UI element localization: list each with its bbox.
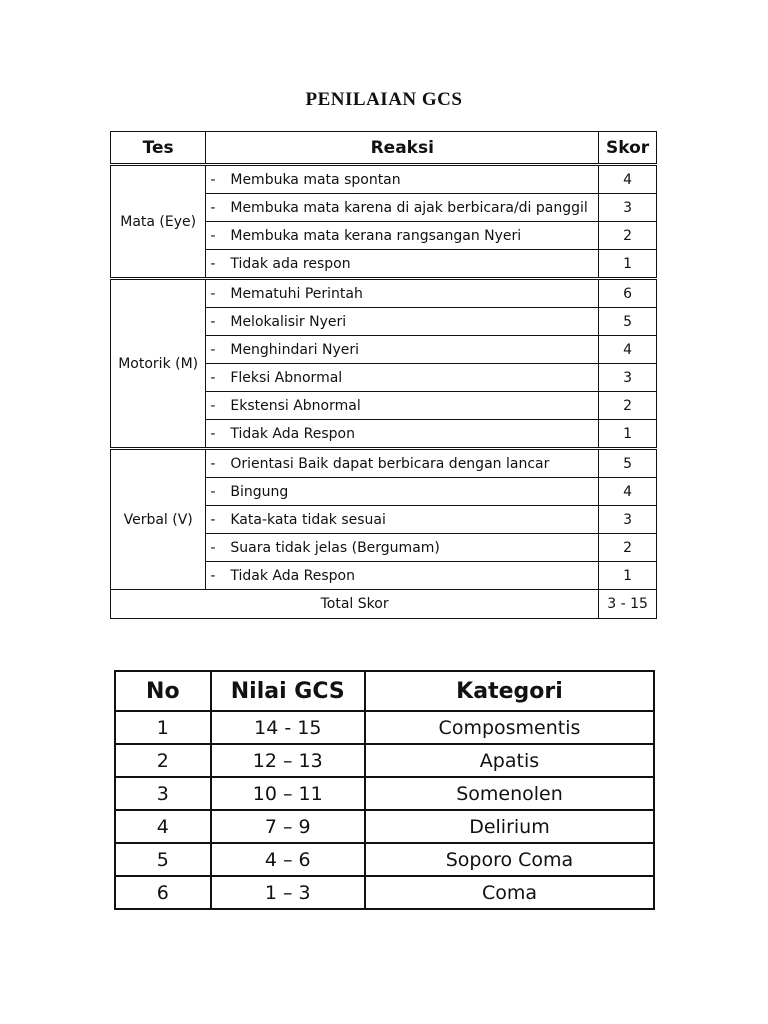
gcs-header-row [111,132,657,165]
table-row [111,165,657,194]
reaction-text: Fleksi Abnormal [230,369,343,386]
score-cell: 2 [599,222,657,250]
reaction-text: Orientasi Baik dapat berbicara dengan lancar [230,455,550,472]
header-no: No [115,671,211,711]
reaction-text: Bingung [230,483,289,500]
bullet-dash: - [210,369,216,386]
reaction-text: Tidak Ada Respon [230,425,355,442]
gcs-range: 10 – 11 [211,777,365,810]
score-cell: 1 [599,562,657,590]
row-number: 6 [115,876,211,909]
score-cell: 3 [599,364,657,392]
bullet-dash: - [210,171,216,188]
row-number: 3 [115,777,211,810]
category-name: Soporo Coma [365,843,654,876]
category-table-body [115,711,654,909]
total-row [111,590,657,619]
table-row [111,279,657,308]
score-cell: 2 [599,392,657,420]
bullet-dash: - [210,199,216,216]
score-cell: 5 [599,308,657,336]
category-name: Apatis [365,744,654,777]
reaction-text: Melokalisir Nyeri [230,313,347,330]
header-category: Kategori [365,671,654,711]
row-number: 4 [115,810,211,843]
gcs-range: 14 - 15 [211,711,365,744]
bullet-dash: - [210,567,216,584]
gcs-range: 4 – 6 [211,843,365,876]
reaction-cell [206,534,599,562]
score-cell: 1 [599,420,657,449]
bullet-dash: - [210,313,216,330]
reaction-text: Tidak ada respon [230,255,351,272]
reaction-text: Suara tidak jelas (Bergumam) [230,539,440,556]
score-cell: 2 [599,534,657,562]
reaction-cell [206,449,599,478]
test-category: Mata (Eye) [111,165,206,279]
score-cell: 4 [599,165,657,194]
category-header-row [115,671,654,711]
reaction-text: Menghindari Nyeri [230,341,360,358]
row-number: 2 [115,744,211,777]
bullet-dash: - [210,341,216,358]
score-cell: 4 [599,478,657,506]
table-row [115,876,654,909]
table-row [115,744,654,777]
category-name: Coma [365,876,654,909]
reaction-cell [206,336,599,364]
gcs-range: 1 – 3 [211,876,365,909]
bullet-dash: - [210,397,216,414]
category-name: Composmentis [365,711,654,744]
category-name: Somenolen [365,777,654,810]
gcs-range: 7 – 9 [211,810,365,843]
table-row [115,810,654,843]
test-category: Motorik (M) [111,279,206,449]
gcs-table-body [111,165,657,590]
bullet-dash: - [210,539,216,556]
table-row [115,711,654,744]
reaction-cell [206,308,599,336]
test-category: Verbal (V) [111,449,206,590]
reaction-text: Ekstensi Abnormal [230,397,361,414]
gcs-category-table [114,670,655,910]
bullet-dash: - [210,483,216,500]
reaction-cell [206,506,599,534]
reaction-cell [206,420,599,449]
reaction-cell [206,250,599,279]
header-gcs-value: Nilai GCS [211,671,365,711]
page-title: PENILAIAN GCS [305,89,463,110]
gcs-range: 12 – 13 [211,744,365,777]
header-score: Skor [599,132,657,165]
score-cell: 4 [599,336,657,364]
table-row [115,777,654,810]
reaction-text: Membuka mata spontan [230,171,401,188]
bullet-dash: - [210,455,216,472]
score-cell: 1 [599,250,657,279]
reaction-cell [206,165,599,194]
header-reaction: Reaksi [206,132,599,165]
reaction-cell [206,562,599,590]
bullet-dash: - [210,227,216,244]
bullet-dash: - [210,285,216,302]
reaction-cell [206,478,599,506]
bullet-dash: - [210,511,216,528]
bullet-dash: - [210,425,216,442]
reaction-text: Membuka mata kerana rangsangan Nyeri [230,227,522,244]
reaction-text: Membuka mata karena di ajak berbicara/di panggil [230,199,588,216]
table-row [111,449,657,478]
reaction-cell [206,392,599,420]
score-cell: 3 [599,506,657,534]
score-cell: 6 [599,279,657,308]
header-test: Tes [111,132,206,165]
reaction-cell [206,194,599,222]
reaction-cell [206,222,599,250]
total-label: Total Skor [111,590,599,619]
total-value: 3 - 15 [599,590,657,619]
score-cell: 5 [599,449,657,478]
reaction-text: Tidak Ada Respon [230,567,355,584]
score-cell: 3 [599,194,657,222]
table-row [115,843,654,876]
reaction-text: Mematuhi Perintah [230,285,363,302]
bullet-dash: - [210,255,216,272]
category-name: Delirium [365,810,654,843]
row-number: 1 [115,711,211,744]
gcs-scoring-table [110,131,657,619]
row-number: 5 [115,843,211,876]
reaction-text: Kata-kata tidak sesuai [230,511,386,528]
reaction-cell [206,364,599,392]
reaction-cell [206,279,599,308]
